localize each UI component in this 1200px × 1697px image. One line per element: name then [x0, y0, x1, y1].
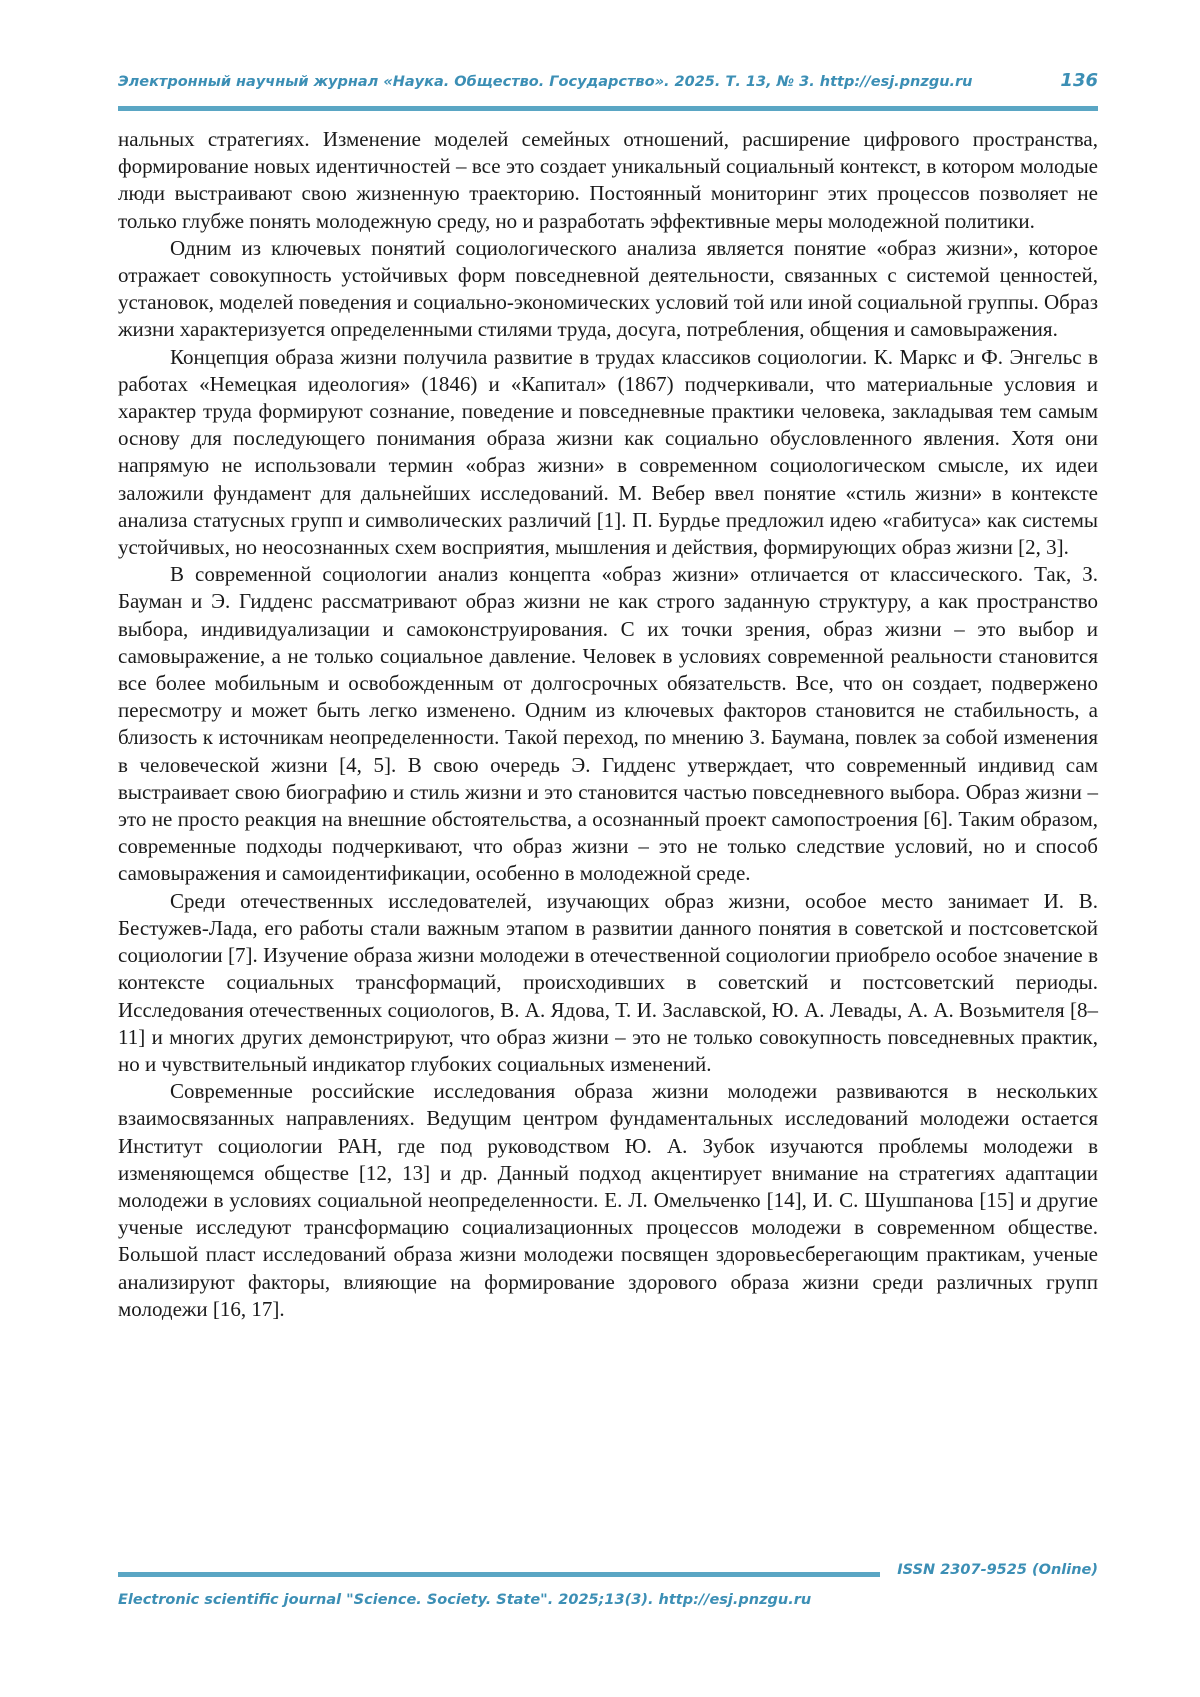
article-body — [118, 126, 1098, 1323]
paragraph: Современные российские исследования образа жизни молодежи развиваются в нескольких взаимосвязанных направлениях. Ведущим центром фундаментальных исследований молодежи остается Институт социологии РАН, где под руководством Ю. А. Зубок изучаются проблемы молодежи в изменяющемся обществе [12, 13] и др. Данный подход акцентирует внимание на стратегиях адаптации молодежи в условиях социальной неопределенности. Е. Л. Омельченко [14], И. С. Шушпанова [15] и другие ученые исследуют трансформацию социализационных процессов молодежи в современном обществе. Большой пласт исследований образа жизни молодежи посвящен здоровьесберегающим практикам, ученые анализируют факторы, влияющие на формирование здорового образа жизни среди различных групп молодежи [16, 17]. — [118, 1079, 1098, 1321]
header-rule — [118, 106, 1098, 111]
paragraph-continuation: нальных стратегиях. Изменение моделей семейных отношений, расширение цифрового пространства, формирование новых идентичностей – все это создает уникальный социальный контекст, в котором молодые люди выстраивают свою жизненную траекторию. Постоянный мониторинг этих процессов позволяет не только глубже понять молодежную среду, но и разработать эффективные меры молодежной политики. — [118, 127, 1098, 233]
issn-label: ISSN 2307-9525 (Online) — [897, 1562, 1098, 1578]
page-number: 136 — [1060, 70, 1098, 91]
header-journal-title: Электронный научный журнал «Наука. Общество. Государство». 2025. Т. 13, № 3. http://esj.pnzgu.ru — [118, 74, 973, 90]
footer-rule — [118, 1572, 880, 1577]
paragraph: В современной социологии анализ концепта «образ жизни» отличается от классического. Так, З. Бауман и Э. Гидденс рассматривают образ жизни не как строго заданную структуру, а как пространство выбора, индивидуализации и самоконструирования. С их точки зрения, образ жизни – это выбор и самовыражение, а не только социальное давление. Человек в условиях современной реальности становится все более мобильным и освобожденным от долгосрочных обязательств. Все, что он создает, подвержено пересмотру и может быть легко изменено. Одним из ключевых факторов становится не стабильность, а близость к источникам неопределенности. Такой переход, по мнению З. Баумана, повлек за собой изменения в человеческой жизни [4, 5]. В свою очередь Э. Гидденс утверждает, что современный индивид сам выстраивает свою биографию и стиль жизни и это становится частью повседневного выбора. Образ жизни – это не просто реакция на внешние обстоятельства, а осознанный проект самопостроения [6]. Таким образом, современные подходы подчеркивают, что образ жизни – это не только следствие условий, но и способ самовыражения и самоидентификации, особенно в молодежной среде. — [118, 562, 1098, 886]
page-header — [118, 70, 1098, 102]
footer-journal-title: Electronic scientific journal "Science. Society. State". 2025;13(3). http://esj.pnzgu.ru — [118, 1592, 812, 1608]
paragraph: Одним из ключевых понятий социологического анализа является понятие «образ жизни», которое отражает совокупность устойчивых форм повседневной деятельности, связанных с системой ценностей, установок, моделей поведения и социально-экономических условий той или иной социальной группы. Образ жизни характеризуется определенными стилями труда, досуга, потребления, общения и самовыражения. — [118, 235, 1098, 342]
paragraph: Концепция образа жизни получила развитие в трудах классиков социологии. К. Маркс и Ф. Энгельс в работах «Немецкая идеология» (1846) и «Капитал» (1867) подчеркивали, что материальные условия и характер труда формируют сознание, поведение и повседневные практики человека, закладывая тем самым основу для последующего понимания образа жизни как социально обусловленного явления. Хотя они напрямую не использовали термин «образ жизни» в современном социологическом смысле, их идеи заложили фундамент для дальнейших исследований. М. Вебер ввел понятие «стиль жизни» в контексте анализа статусных групп и символических различий [1]. П. Бурдье предложил идею «габитуса» как системы устойчивых, но неосознанных схем восприятия, мышления и действия, формирующих образ жизни [2, 3]. — [118, 344, 1098, 560]
paragraph: Среди отечественных исследователей, изучающих образ жизни, особое место занимает И. В. Бестужев-Лада, его работы стали важным этапом в развитии данного понятия в советской и постсоветской социологии [7]. Изучение образа жизни молодежи в отечественной социологии приобрело особое значение в контексте социальных трансформаций, происходивших в советский и постсоветский периоды. Исследования отечественных социологов, В. А. Ядова, Т. И. Заславской, Ю. А. Левады, А. А. Возьмителя [8–11] и многих других демонстрируют, что образ жизни – это не только совокупность повседневных практик, но и чувствительный индикатор глубоких социальных изменений. — [118, 888, 1098, 1076]
